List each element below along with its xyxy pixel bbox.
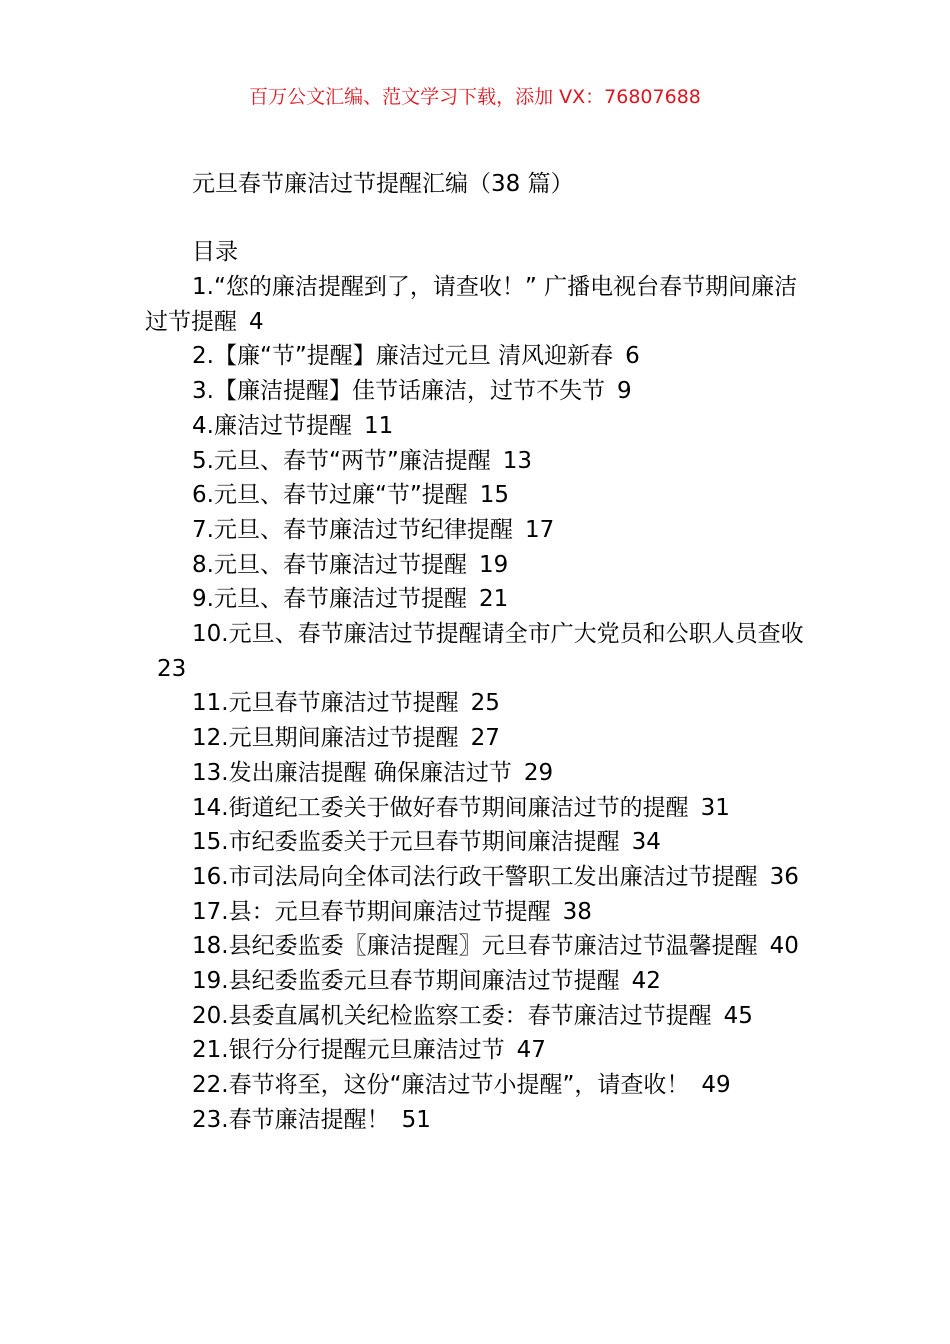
toc-heading: 目录 — [192, 239, 238, 265]
document-title: 元旦春节廉洁过节提醒汇编（38 篇） — [192, 171, 574, 197]
toc-item[interactable] — [145, 721, 810, 756]
toc-item-page: 31 — [700, 794, 730, 821]
toc-item[interactable] — [145, 1103, 810, 1138]
toc-item-title: 13.发出廉洁提醒 确保廉洁过节 — [192, 759, 512, 786]
toc-item-title: 12.元旦期间廉洁过节提醒 — [192, 725, 459, 752]
toc-item-page: 47 — [516, 1037, 546, 1064]
toc-item[interactable] — [145, 686, 810, 721]
toc-item[interactable] — [145, 548, 810, 583]
header-banner-text: 百万公文汇编、范文学习下载，添加 VX：76807688 — [249, 86, 701, 108]
toc-item[interactable] — [145, 860, 810, 895]
toc-item[interactable] — [145, 999, 810, 1034]
toc-item-title: 15.市纪委监委关于元旦春节期间廉洁提醒 — [192, 829, 620, 856]
toc-item-page: 17 — [524, 516, 555, 543]
toc-item-page: 4 — [249, 308, 264, 335]
toc-item-title: 3.【廉洁提醒】佳节话廉洁，过节不失节 — [192, 378, 605, 405]
toc-item-title: 19.县纪委监委元旦春节期间廉洁过节提醒 — [192, 968, 620, 995]
toc-item-title: 23.春节廉洁提醒！ — [192, 1106, 390, 1133]
toc-item-page: 34 — [631, 829, 661, 856]
toc-item-page: 38 — [562, 898, 592, 925]
toc-item-title: 1.“您的廉洁提醒到了，请查收！” 广播电视台春节期间廉洁过节提醒 — [145, 274, 798, 335]
toc-item-title: 7.元旦、春节廉洁过节纪律提醒 — [192, 516, 513, 543]
toc-item-title: 18.县纪委监委〖廉洁提醒〗元旦春节廉洁过节温馨提醒 — [192, 933, 758, 960]
toc-item[interactable] — [145, 409, 810, 444]
toc-item-page: 42 — [631, 968, 661, 995]
toc-item-title: 11.元旦春节廉洁过节提醒 — [192, 690, 459, 717]
header-banner — [0, 84, 950, 110]
toc-item-page: 21 — [478, 586, 509, 613]
toc-item-title: 22.春节将至，这份“廉洁过节小提醒”，请查收！ — [192, 1072, 690, 1099]
toc-item-page: 23 — [157, 655, 187, 682]
toc-item-page: 40 — [769, 933, 799, 960]
toc-item-page: 51 — [401, 1106, 431, 1133]
toc-item-page: 15 — [479, 482, 510, 509]
toc-item-title: 9.元旦、春节廉洁过节提醒 — [192, 586, 467, 613]
toc-item[interactable] — [145, 791, 810, 826]
toc-item[interactable] — [145, 929, 810, 964]
toc-item[interactable] — [145, 1068, 810, 1103]
toc-item[interactable] — [145, 825, 810, 860]
toc-item-title: 16.市司法局向全体司法行政干警职工发出廉洁过节提醒 — [192, 863, 758, 890]
toc-item-title: 10.元旦、春节廉洁过节提醒请全市广大党员和公职人员查收 — [192, 621, 804, 648]
toc-item-title: 17.县：元旦春节期间廉洁过节提醒 — [192, 898, 551, 925]
toc-item[interactable] — [145, 582, 810, 617]
toc-item-title: 2.【廉“节”提醒】廉洁过元旦 清风迎新春 — [192, 343, 614, 370]
toc-item-page: 49 — [701, 1072, 731, 1099]
toc-item-page: 19 — [478, 551, 509, 578]
toc-item[interactable] — [145, 895, 810, 930]
toc-item[interactable] — [145, 617, 810, 686]
toc-item[interactable] — [145, 339, 810, 374]
toc-item-title: 8.元旦、春节廉洁过节提醒 — [192, 551, 467, 578]
toc-item-page: 29 — [523, 759, 554, 786]
toc-item-title: 6.元旦、春节过廉“节”提醒 — [192, 482, 468, 509]
toc-item-title: 5.元旦、春节“两节”廉洁提醒 — [192, 447, 491, 474]
toc-item-page: 11 — [363, 412, 394, 439]
toc-item-page: 45 — [723, 1002, 753, 1029]
toc-item-title: 20.县委直属机关纪检监察工委：春节廉洁过节提醒 — [192, 1002, 712, 1029]
toc-item[interactable] — [145, 374, 810, 409]
toc-item[interactable] — [145, 270, 810, 339]
toc-item[interactable] — [145, 756, 810, 791]
toc-item-title: 21.银行分行提醒元旦廉洁过节 — [192, 1037, 505, 1064]
table-of-contents — [145, 270, 810, 1138]
toc-item-title: 4.廉洁过节提醒 — [192, 412, 352, 439]
toc-item-title: 14.街道纪工委关于做好春节期间廉洁过节的提醒 — [192, 794, 689, 821]
toc-item-page: 36 — [769, 863, 799, 890]
toc-item-page: 9 — [616, 378, 632, 405]
toc-item-page: 25 — [470, 690, 500, 717]
toc-item-page: 6 — [625, 343, 640, 370]
toc-item-page: 13 — [502, 447, 533, 474]
toc-item[interactable] — [145, 478, 810, 513]
toc-item[interactable] — [145, 964, 810, 999]
toc-item[interactable] — [145, 513, 810, 548]
toc-item[interactable] — [145, 1033, 810, 1068]
toc-item[interactable] — [145, 444, 810, 479]
toc-item-page: 27 — [470, 725, 500, 752]
